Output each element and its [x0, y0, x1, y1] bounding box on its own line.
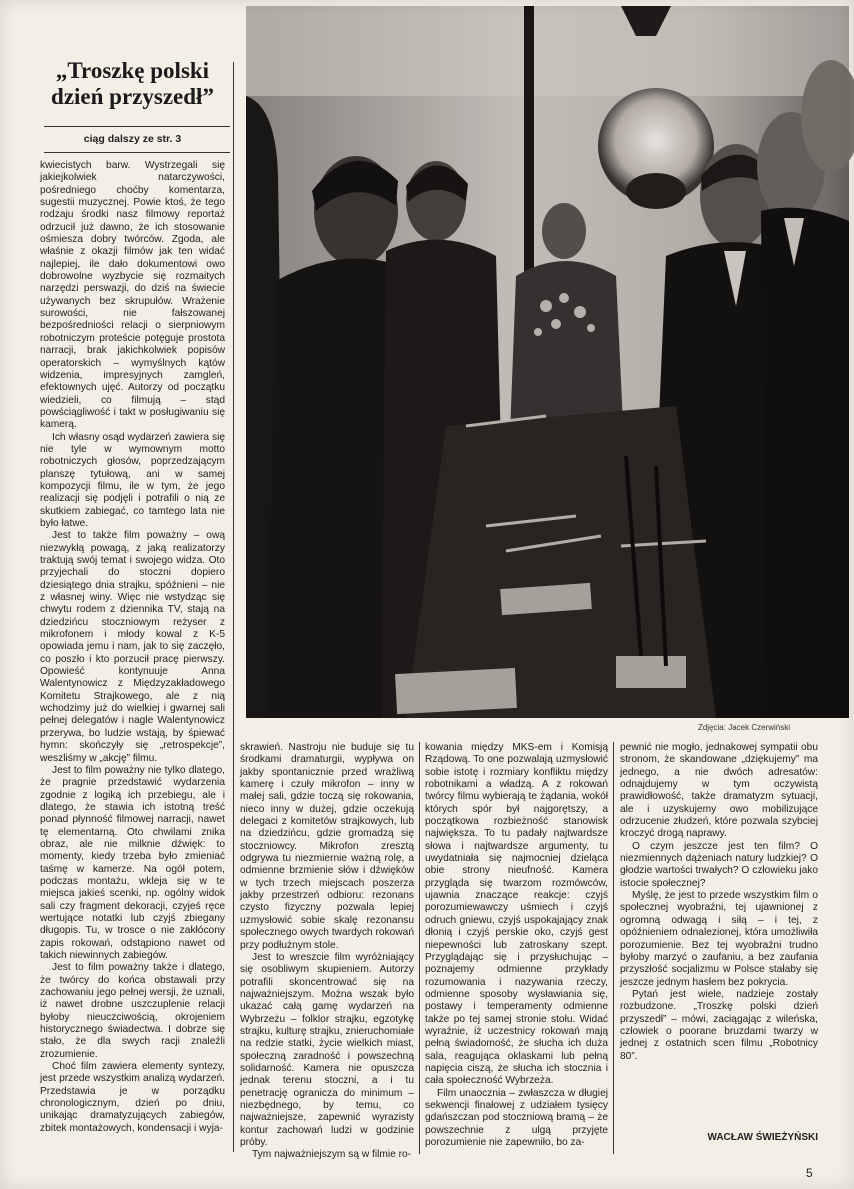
article-paragraph: Myślę, że jest to przede wszystkim film o społecznej wyobraźni, tej ujawnionej z ogromną odwagą i siłą – i tej, z opóźnieniem odnalezionej, która umożliwiła porozumienie. Bez tej wyobraźni trudno byłoby marzyć o zaufaniu, a bez zaufania przyszłość socjalizmu w Polsce stałaby się jeszcze jednym hasłem bez pokrycia. [620, 890, 818, 988]
newspaper-photo [246, 6, 849, 718]
continued-note: ciąg dalszy ze str. 3 [83, 133, 182, 145]
page-number: 5 [806, 1166, 813, 1180]
article-paragraph: Jest to wreszcie film wyróżniający się osobliwym skupieniem. Autorzy potrafili skoncentrować się na najważniejszym. Można wszak było ukazać całą gamę wydarzeń na Wybrzeżu – folklor strajku, egzotykę strajku, kulturę strajku, znieruchomiałe na redzie statki, życie wielkich miast, społeczną zaradność i powszechną solidarność. Kamera nie opuszcza jednak terenu stoczni, a i tu penetrację ogranicza do minimum – niezbędnego, by temu, co najważniejsze, zapewnić wyrazisty kontur zachowań ludzi w godzinie próby. [240, 951, 414, 1148]
article-paragraph: kowania między MKS-em i Komisją Rządową. To one pozwalają uzmysłowić sobie istotę i rozmiary konfliktu między robotnikami a władzą. A z rokowań twórcy filmu wybierają te żądania, wokół których spór był najgorętszy, a początkowa rozbieżność stanowisk największa. To tu padały najtwardsze słowa i najtwardsze argumenty, tu uwydatniała się najmocniej dzieląca obie strony nieufność. Kamera przygląda się twarzom rozmówców, ujawnia znaczące reakcje: czyjś porozumiewawczy uśmiech i czyjś odruch gniewu, czyjś uspokajający znak dłonią i czyjś perskie oko, czyjś gest niepewności lub zatroskany szept. Przyglądając się i przysłuchując – poznajemy odmienne przykłady rozumowania i nazywania rzeczy, odmienne sposoby wysławiania się, postawy i temperamenty odmienne także po tej samej stronie stołu. Widać wyraźnie, iż uczestnicy rokowań mają pełną świadomość, że słucha ich duża sala, reagująca oklaskami lub pełną napięcia ciszą, że słucha ich stocznia i cała społeczność Wybrzeża. [425, 742, 608, 1087]
column-divider [613, 742, 614, 1154]
photo-negotiation-table [246, 6, 849, 718]
article-paragraph: kwiecistych barw. Wystrzegali się jakiejkolwiek natarczywości, pośredniego choćby komentarza, sugestii muzycznej. Powie ktoś, że tego rodzaju środki nasz filmowy reportaż odrzucił już dawno, że ich stosowanie ośmiesza dobry twórców. Zgoda, ale właśnie z okazji filmów jak ten widać najlepiej, ile dało dokumentowi owo dobrowolne wyzbycie się rozmaitych narzędzi perswazji, do dziś na świecie używanych bez skrupułów. Wrażenie surowości, nie fałszowanej bezpośredniości relacji o sierpniowym robotniczym proteście potęguje prostota narracji, brak jakichkolwiek popisów operatorskich – wymyślnych kątów widzenia, impresyjnych zamgleń, efektownych ujęć. Autorzy od początku wiedzieli, co filmują – stąd powściągliwość i takt w posługiwaniu się kamerą. [40, 160, 225, 431]
text-column-4 [620, 742, 818, 1127]
article-paragraph: Jest to film poważny także i dlatego, że twórcy do końca obstawali przy zachowaniu jego pełnej wersji, że uznali, iż nawet drobne uszczuplenie relacji byłoby nieuczciwością, okrojeniem historycznego świadectwa. I dobrze się stało, że dla swych racji znaleźli zrozumienie. [40, 962, 225, 1060]
text-column-1 [40, 160, 225, 1152]
article-paragraph: Film unaocznia – zwłaszcza w długiej sekwencji finałowej z udziałem tysięcy gdańszczan pod stoczniową bramą – że powszechnie z ulgą przyjęte porozumienie nie zapewniło, bo za- [425, 1087, 608, 1148]
column-divider [419, 742, 420, 1154]
article-paragraph: Jest to film poważny nie tylko dlatego, że pragnie przedstawić wydarzenia zgodnie z logiką ich przebiegu, ale i dlatego, że stawia ich istotną treść ponad płynność filmowej narracji, nawet tę elementarną. Oto chwilami znika obraz, ale nie milknie dźwięk: to momenty, kiedy trzeba było zmieniać taśmę w kamerze. Na ogół potem, podczas montażu, wkleja się w te miejsca jakieś scenki, np. ogólny widok sali czy fragment dekoracji, czyjeś ręce wertujące notatki lub czyjś zbiegany długopis. Tu, w trosce o nie zakłócony zapis rokowań, odstąpiono nawet od takich niewinnych zabiegów. [40, 764, 225, 961]
article-paragraph: O czym jeszcze jest ten film? O niezmiennych dążeniach natury ludzkiej? O głodzie wartości trwałych? O człowieku jako istocie społecznej? [620, 840, 818, 889]
text-column-3 [425, 742, 608, 1154]
subhead-rule [44, 152, 230, 153]
article-paragraph: Choć film zawiera elementy syntezy, jest przede wszystkim analizą wydarzeń. Przedstawia je w porządku chronologicznym, dzień po dniu, unikając dramatyzujących zabiegów, zbitek montażowych, kondensacji i wyja- [40, 1061, 225, 1134]
article-paragraph: Jest to także film poważny – ową niezwykłą powagą, z jaką realizatorzy traktują swój temat i swojego widza. Oto przyjechali do stoczni dopiero dziesiątego dnia strajku, spóźnieni – nie z własnej winy. Więc nie wstydząc się chwytu rodem z dziennika TV, stają na dziedzińcu stoczniowym reżyser z mikrofonem i młody kowal z K-5 opowiada jemu i nam, jak to się zaczęło, co poszło i kto porzucił pracę pierwszy. Opowieść kontynuuje Anna Walentynowicz z Międzyzakładowego Komitetu Strajkowego, ale z nią wchodzimy już do wielkiej i gwarnej sali pełnej delegatów i nagle Walentynowicz przerywa, bo ludzie wstają, by śpiewać hymn: skończyły się „retrospekcje”, weszliśmy w „akcję” filmu. [40, 530, 225, 764]
article-paragraph: Ich własny osąd wydarzeń zawiera się nie tyle w wymownym motto robotniczych głosów, poprzedzającym planszę tytułową, ani w samej kompozycji filmu, ile w tym, że jego realizacji się podjęli i potrafili o nią ze skutkiem zabiegać, co tamtego lata nie było łatwe. [40, 431, 225, 529]
article-paragraph: Pytań jest wiele, nadzieje zostały rozbudzone. „Troszkę polski dzień przyszedł” – mówi, zaciągając z wileńska, człowiek o poorane bruzdami twarzy w jednej z ostatnich scen filmu „Robotnicy 80”. [620, 988, 818, 1062]
column-divider [233, 62, 234, 1152]
headline-rule [44, 126, 230, 127]
article-paragraph: pewnić nie mogło, jednakowej sympatii obu stronom, że skandowane „dziękujemy” ma jednego, a nie dwóch adresatów: odnajdujemy w tym oczywistą prawidłowość, także dramatyzm sytuacji, ale i uzyskujemy owo mobilizujące odrzucenie złudzeń, które pozwala szybciej kroczyć drogą naprawy. [620, 742, 818, 840]
photo-credit: Zdjęcia: Jacek Czerwiński [697, 723, 790, 732]
article-paragraph: skrawień. Nastroju nie buduje się tu środkami dramaturgii, wypływa on jakby spontanicznie przed wrażliwą kamerę i czuły mikrofon – inny w małej sali, gdzie toczą się rokowania, nieco inny w dużej, gdzie oczekują delegaci z komitetów strajkowych, lub na dziedzińcu, gdzie gromadzą się stoczniowcy. Mikrofon zresztą odgrywa tu niezmiernie ważną rolę, a odmienne brzmienie słów i dźwięków w tych trzech miejscach poszerza jakby przestrzeń odbioru: rezonans czysto fizyczny pozwala lepiej uzmysłowić sobie skalę rezonansu społecznego owych twardych rokowań przy podłużnym stole. [240, 742, 414, 951]
author-signature: WACŁAW ŚWIEŻYŃSKI [707, 1132, 818, 1143]
article-headline: „Troszkę polski dzień przyszedł” [51, 58, 214, 109]
text-column-2 [240, 742, 414, 1161]
article-paragraph: Tym najważniejszym są w filmie ro- [252, 1149, 412, 1161]
